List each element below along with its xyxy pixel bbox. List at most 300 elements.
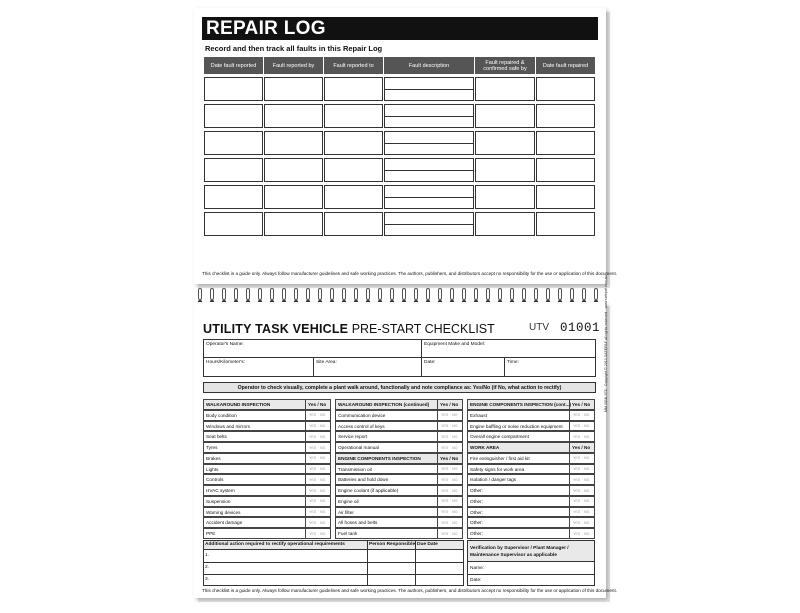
yes-option[interactable]: YES: [573, 531, 581, 536]
checklist-item-label: Communication device: [338, 412, 386, 418]
repair-log-column-header: Fault repaired & confirmed safe by: [475, 57, 535, 74]
yes-option[interactable]: YES: [309, 424, 317, 428]
yes-option[interactable]: YES: [573, 499, 581, 504]
repair-log-cell[interactable]: [536, 104, 595, 128]
binding-ring: [282, 288, 286, 300]
checklist-item-label: Other:: [470, 488, 484, 493]
repair-log-column-header: Date fault repaired: [536, 57, 595, 74]
time-field[interactable]: Time:: [507, 360, 519, 365]
yes-no-cell[interactable]: [305, 497, 330, 506]
yes-no-cell[interactable]: [305, 486, 330, 495]
yes-no-cell[interactable]: [305, 422, 330, 431]
checklist-item-label: Warning devices: [206, 509, 241, 515]
binding-ring: [198, 288, 202, 300]
repair-log-cell[interactable]: [264, 212, 323, 236]
yes-option[interactable]: YES: [573, 434, 581, 439]
yes-no-cell[interactable]: [569, 508, 594, 517]
checklist-number: 01001: [560, 321, 601, 335]
checklist-title-bold: UTILITY TASK VEHICLE: [203, 322, 349, 336]
repair-log-cell[interactable]: [264, 77, 323, 101]
divider: [203, 562, 464, 563]
yes-option[interactable]: YES: [573, 520, 581, 525]
yes-no-cell[interactable]: [569, 518, 594, 527]
binding-ring: [534, 288, 538, 300]
action-header-label: Additional action required to rectify operational requirements: [205, 542, 345, 547]
binding-ring: [426, 288, 430, 300]
repair-log-cell[interactable]: [536, 131, 595, 155]
repair-log-title: REPAIR LOG: [202, 17, 598, 40]
repair-log-cell[interactable]: [264, 158, 323, 182]
action-row-3[interactable]: 3.: [205, 577, 210, 582]
binding-ring: [474, 288, 478, 300]
binding-ring: [210, 288, 214, 300]
no-option[interactable]: NO: [320, 510, 326, 514]
fault-description-cell[interactable]: [384, 104, 474, 128]
binding-ring: [462, 288, 466, 300]
binding-ring: [510, 288, 514, 300]
checklist-item: [467, 528, 595, 539]
verification-header-label: Verification by Supervisor / Plant Manager / Maintenance Supervisor as applicable: [470, 546, 569, 558]
verification-name-field[interactable]: Name:: [470, 566, 485, 571]
yes-no-cell[interactable]: [305, 443, 330, 452]
checklist-item: [467, 474, 595, 485]
checklist-item-label: Air filter: [338, 509, 354, 515]
yes-no-cell[interactable]: [437, 465, 462, 474]
yes-option[interactable]: YES: [441, 510, 449, 514]
checklist-item-label: Isolation / danger tags: [470, 477, 517, 483]
section-header: [203, 399, 331, 410]
checklist-item: [467, 464, 595, 475]
yes-no-cell[interactable]: [569, 454, 594, 463]
yes-option[interactable]: YES: [441, 424, 449, 428]
yes-no-cell[interactable]: [569, 465, 594, 474]
repair-log-cell[interactable]: [264, 185, 323, 209]
yes-no-cell[interactable]: [437, 411, 462, 420]
yes-no-cell[interactable]: [305, 411, 330, 420]
cell-divider: [385, 89, 473, 90]
action-row-1[interactable]: 1.: [205, 553, 210, 558]
yes-option[interactable]: YES: [573, 467, 581, 471]
yes-option[interactable]: YES: [309, 456, 317, 461]
checklist-item: [335, 517, 463, 528]
divider: [203, 574, 464, 575]
section-header: [467, 442, 595, 453]
checklist-item-label: Other:: [470, 509, 484, 515]
checklist-item: [203, 528, 331, 539]
checklist-item-label: Overall engine compartment: [470, 434, 529, 440]
binding-ring: [294, 288, 298, 300]
yes-no-cell[interactable]: [569, 475, 594, 484]
no-option[interactable]: NO: [584, 467, 590, 471]
fault-description-cell[interactable]: [384, 212, 474, 236]
equipment-model-field[interactable]: Equipment Make and Model:: [424, 342, 486, 347]
checklist-item-label: Engine baffling or noise reduction equipment: [470, 423, 563, 429]
yes-no-cell[interactable]: [437, 475, 462, 484]
checklist-item-label: Windows and mirrors: [206, 423, 251, 429]
no-option[interactable]: NO: [452, 499, 458, 504]
cell-divider: [385, 143, 473, 144]
checklist-item: [335, 410, 463, 421]
divider: [415, 540, 416, 586]
section-header-label: ENGINE COMPONENTS INSPECTION: [338, 455, 421, 461]
yes-option[interactable]: YES: [309, 488, 317, 493]
yes-option[interactable]: YES: [309, 531, 317, 536]
verification-date-field[interactable]: Date:: [470, 578, 482, 583]
no-option[interactable]: NO: [452, 510, 458, 514]
binding-ring: [582, 288, 586, 300]
yes-no-header: Yes / No: [440, 455, 459, 461]
checklist-item-label: Other:: [470, 520, 484, 526]
yes-no-cell: [437, 454, 462, 463]
repair-log-cell[interactable]: [204, 158, 263, 182]
action-table: [203, 540, 464, 586]
yes-option[interactable]: YES: [309, 467, 317, 471]
yes-option[interactable]: YES: [441, 434, 449, 439]
repair-log-cell[interactable]: [204, 104, 263, 128]
yes-option[interactable]: YES: [441, 477, 449, 482]
yes-option[interactable]: YES: [441, 520, 449, 525]
yes-option[interactable]: YES: [441, 499, 449, 504]
checklist-item-label: Service report: [338, 434, 368, 440]
no-option[interactable]: NO: [320, 488, 326, 493]
yes-option[interactable]: YES: [309, 413, 317, 418]
no-option[interactable]: NO: [452, 488, 458, 493]
site-area-field[interactable]: Site Area:: [316, 360, 337, 365]
binding-ring: [558, 288, 562, 300]
checklist-item: [203, 464, 331, 475]
repair-log-column-header: Fault reported by: [264, 57, 323, 74]
no-option[interactable]: NO: [452, 413, 458, 418]
yes-no-cell[interactable]: [437, 432, 462, 441]
no-option[interactable]: NO: [320, 477, 326, 482]
repair-log-cell[interactable]: [475, 77, 535, 101]
yes-option[interactable]: YES: [573, 424, 581, 428]
yes-no-cell[interactable]: [569, 529, 594, 538]
binding-ring: [486, 288, 490, 300]
checklist-item-label: PPE: [206, 531, 216, 536]
yes-no-cell: [569, 443, 594, 452]
yes-option[interactable]: YES: [573, 413, 581, 418]
checklist-item-label: Fuel tank: [338, 531, 358, 536]
instruction-bar: Operator to check visually, complete a plant walk around, functionally and note compliance as: Yes/No (if No, what action to rectify): [203, 382, 596, 393]
section-header-label: WALKAROUND INSPECTION: [206, 402, 271, 407]
binding-ring: [330, 288, 334, 300]
checklist-item: [203, 442, 331, 453]
no-option[interactable]: NO: [584, 434, 590, 439]
no-option[interactable]: NO: [584, 424, 590, 428]
repair-log-cell[interactable]: [324, 104, 383, 128]
hours-field[interactable]: Hours/Kilometer's:: [206, 360, 246, 365]
side-copyright-note: MM ISBN-978 · Copyright © 2013 SAFEPAF all rights reserved · www.safepaf.com.au: [604, 275, 608, 412]
checklist-page: [194, 275, 618, 598]
fault-description-cell[interactable]: [384, 131, 474, 155]
operator-name-field[interactable]: Operator's Name:: [206, 342, 244, 347]
checklist-item: [335, 421, 463, 432]
yes-option[interactable]: YES: [309, 434, 317, 439]
no-option[interactable]: NO: [584, 413, 590, 418]
no-option[interactable]: NO: [452, 531, 458, 536]
cell-divider: [385, 116, 473, 117]
checklist-title-rest: PRE-START CHECKLIST: [348, 322, 495, 336]
binding-ring: [402, 288, 406, 300]
section-header: [467, 399, 595, 410]
no-option[interactable]: NO: [452, 445, 458, 450]
verification-box: [467, 540, 595, 586]
checklist-item-label: Exhaust: [470, 412, 487, 418]
yes-option[interactable]: YES: [573, 488, 581, 493]
yes-option[interactable]: YES: [309, 499, 317, 504]
binding-ring: [570, 288, 574, 300]
repair-log-column-header: Date fault reported: [204, 57, 263, 74]
checklist-item-label: Suspension: [206, 498, 231, 504]
checklist-item: [335, 496, 463, 507]
checklist-item: [467, 485, 595, 496]
checklist-item-label: Other:: [470, 531, 484, 536]
checklist-item: [467, 453, 595, 464]
checklist-item-label: Operational manual: [338, 445, 379, 450]
repair-log-cell[interactable]: [536, 185, 595, 209]
yes-option[interactable]: YES: [309, 477, 317, 482]
divider: [504, 357, 505, 377]
section-header-label: WALKAROUND INSPECTION (continued): [338, 402, 430, 407]
cell-divider: [385, 170, 473, 171]
binding-ring: [258, 288, 262, 300]
binding-ring: [594, 288, 598, 300]
repair-log-cell[interactable]: [475, 158, 535, 182]
no-option[interactable]: NO: [320, 467, 326, 471]
yes-option[interactable]: YES: [573, 456, 581, 461]
no-option[interactable]: NO: [584, 499, 590, 504]
checklist-item: [203, 485, 331, 496]
yes-no-header: Yes / No: [308, 402, 327, 407]
no-option[interactable]: NO: [452, 520, 458, 525]
binding-ring: [366, 288, 370, 300]
checklist-item: [335, 442, 463, 453]
yes-no-cell: [569, 400, 594, 409]
checklist-item: [335, 474, 463, 485]
checklist-item-label: Controls: [206, 477, 224, 483]
yes-option[interactable]: YES: [441, 445, 449, 450]
repair-log-cell[interactable]: [536, 158, 595, 182]
checklist-item-label: Transmission oil: [338, 466, 372, 472]
no-option[interactable]: NO: [452, 424, 458, 428]
yes-no-cell[interactable]: [305, 518, 330, 527]
yes-option[interactable]: YES: [309, 510, 317, 514]
checklist-item: [335, 464, 463, 475]
person-responsible-header: Person Responsible: [369, 542, 416, 547]
repair-log-disclaimer: This checklist is a guide only. Always follow manufacturer guidelines and safe working practices. The authors, publishers, and distributors accept no responsibility for the use or application of this document.: [202, 271, 618, 276]
fault-description-cell[interactable]: [384, 158, 474, 182]
yes-option[interactable]: YES: [309, 520, 317, 525]
no-option[interactable]: NO: [320, 424, 326, 428]
due-date-header: Due Date: [417, 542, 438, 547]
divider: [313, 357, 314, 377]
yes-no-cell[interactable]: [437, 529, 462, 538]
yes-no-cell[interactable]: [569, 486, 594, 495]
no-option[interactable]: NO: [320, 434, 326, 439]
repair-log-cell[interactable]: [264, 104, 323, 128]
repair-log-cell[interactable]: [324, 77, 383, 101]
repair-log-cell[interactable]: [536, 77, 595, 101]
checklist-item-label: HVAC system: [206, 488, 235, 493]
binding-ring: [522, 288, 526, 300]
repair-log-cell[interactable]: [264, 131, 323, 155]
yes-no-header: Yes / No: [572, 402, 591, 407]
repair-log-cell[interactable]: [475, 131, 535, 155]
yes-no-cell[interactable]: [437, 497, 462, 506]
checklist-item: [335, 528, 463, 539]
yes-no-cell[interactable]: [437, 486, 462, 495]
yes-no-cell[interactable]: [569, 497, 594, 506]
checklist-item-label: Engine coolant (if applicable): [338, 488, 399, 493]
checklist-item-label: Engine oil: [338, 498, 359, 504]
binding-ring: [414, 288, 418, 300]
checklist-item: [203, 421, 331, 432]
no-option[interactable]: NO: [584, 510, 590, 514]
repair-log-column-header: Fault description: [384, 57, 474, 74]
checklist-disclaimer: This checklist is a guide only. Always follow manufacturer guidelines and safe working practices. The authors, publishers, and distributors accept no responsibility for the use or application of this document.: [202, 588, 618, 593]
checklist-item-label: Fire extinguisher / first aid kit: [470, 455, 530, 461]
repair-log-subtitle: Record and then track all faults in this Repair Log: [205, 44, 383, 53]
checklist-item: [203, 474, 331, 485]
yes-no-cell[interactable]: [305, 465, 330, 474]
yes-no-cell[interactable]: [437, 443, 462, 452]
checklist-item-label: Batteries and hold down: [338, 477, 389, 483]
repair-log-cell[interactable]: [324, 185, 383, 209]
yes-no-cell[interactable]: [305, 432, 330, 441]
yes-option[interactable]: YES: [441, 488, 449, 493]
checklist-item-label: All hoses and belts: [338, 520, 378, 526]
no-option[interactable]: NO: [452, 467, 458, 471]
repair-log-cell[interactable]: [324, 212, 383, 236]
no-option[interactable]: NO: [584, 520, 590, 525]
repair-log-cell[interactable]: [204, 185, 263, 209]
operator-details-box: [203, 339, 596, 377]
yes-no-cell[interactable]: [305, 475, 330, 484]
section-header: [335, 453, 463, 464]
no-option[interactable]: NO: [320, 531, 326, 536]
yes-option[interactable]: YES: [309, 445, 317, 450]
cell-divider: [385, 224, 473, 225]
yes-no-cell: [305, 400, 330, 409]
yes-option[interactable]: YES: [441, 531, 449, 536]
binding-ring: [342, 288, 346, 300]
checklist-item-label: Tyres: [206, 445, 218, 450]
repair-log-cell[interactable]: [204, 212, 263, 236]
yes-no-cell[interactable]: [305, 454, 330, 463]
binding-ring: [546, 288, 550, 300]
repair-log-cell[interactable]: [204, 131, 263, 155]
no-option[interactable]: NO: [452, 477, 458, 482]
divider: [367, 540, 368, 586]
section-header-label: WORK AREA: [470, 445, 500, 450]
action-row-2[interactable]: 2.: [205, 565, 210, 570]
checklist-item-label: Other:: [470, 498, 484, 504]
yes-no-cell[interactable]: [437, 508, 462, 517]
repair-log-column-header: Fault reported to: [324, 57, 383, 74]
date-field[interactable]: Date:: [424, 360, 436, 365]
checklist-code: UTV: [529, 322, 549, 333]
divider: [467, 574, 595, 575]
yes-no-cell[interactable]: [569, 432, 594, 441]
yes-option[interactable]: YES: [573, 510, 581, 514]
binding-ring: [222, 288, 226, 300]
checklist-item: [203, 410, 331, 421]
repair-log-cell[interactable]: [324, 158, 383, 182]
section-header-label: ENGINE COMPONENTS INSPECTION (cont...): [470, 402, 572, 407]
yes-no-cell[interactable]: [305, 508, 330, 517]
checklist-title: [203, 322, 495, 336]
no-option[interactable]: NO: [320, 456, 326, 461]
checklist-item: [335, 485, 463, 496]
no-option[interactable]: NO: [320, 445, 326, 450]
yes-no-cell[interactable]: [437, 518, 462, 527]
yes-option[interactable]: YES: [441, 467, 449, 471]
no-option[interactable]: NO: [584, 456, 590, 461]
no-option[interactable]: NO: [452, 434, 458, 439]
yes-option[interactable]: YES: [441, 413, 449, 418]
binding-ring: [354, 288, 358, 300]
checklist-item: [335, 431, 463, 442]
binding-ring: [498, 288, 502, 300]
yes-no-header: Yes / No: [440, 402, 459, 407]
checklist-item-label: Brakes: [206, 455, 221, 461]
yes-no-cell[interactable]: [569, 422, 594, 431]
checklist-item-label: Lights: [206, 466, 219, 472]
yes-option[interactable]: YES: [573, 477, 581, 482]
checklist-item: [467, 410, 595, 421]
checklist-item-label: Safety signs for work area: [470, 466, 525, 472]
yes-no-cell[interactable]: [437, 422, 462, 431]
section-header: [335, 399, 463, 410]
checklist-item: [203, 496, 331, 507]
no-option[interactable]: NO: [320, 499, 326, 504]
no-option[interactable]: NO: [320, 520, 326, 525]
binding-ring: [318, 288, 322, 300]
repair-log-page: [194, 8, 618, 284]
no-option[interactable]: NO: [320, 413, 326, 418]
binding-ring: [246, 288, 250, 300]
checklist-item: [335, 507, 463, 518]
repair-log-cell[interactable]: [536, 212, 595, 236]
repair-log-cell[interactable]: [475, 104, 535, 128]
no-option[interactable]: NO: [584, 477, 590, 482]
repair-log-cell[interactable]: [475, 185, 535, 209]
checklist-item: [467, 517, 595, 528]
binding-ring: [438, 288, 442, 300]
checklist-item-label: Access control of keys: [338, 423, 385, 429]
fault-description-cell[interactable]: [384, 185, 474, 209]
yes-no-header: Yes / No: [572, 445, 591, 450]
repair-log-cell[interactable]: [324, 131, 383, 155]
no-option[interactable]: NO: [584, 531, 590, 536]
checklist-item: [467, 496, 595, 507]
binding-ring: [390, 288, 394, 300]
fault-description-cell[interactable]: [384, 77, 474, 101]
checklist-item: [467, 507, 595, 518]
no-option[interactable]: NO: [584, 488, 590, 493]
yes-no-cell[interactable]: [569, 411, 594, 420]
repair-log-cell[interactable]: [204, 77, 263, 101]
repair-log-cell[interactable]: [475, 212, 535, 236]
checklist-item-label: Body condition: [206, 412, 237, 418]
cell-divider: [385, 197, 473, 198]
binding-ring: [306, 288, 310, 300]
divider: [421, 339, 422, 377]
yes-no-cell[interactable]: [305, 529, 330, 538]
binding-ring: [234, 288, 238, 300]
checklist-item-label: Seat belts: [206, 434, 227, 440]
